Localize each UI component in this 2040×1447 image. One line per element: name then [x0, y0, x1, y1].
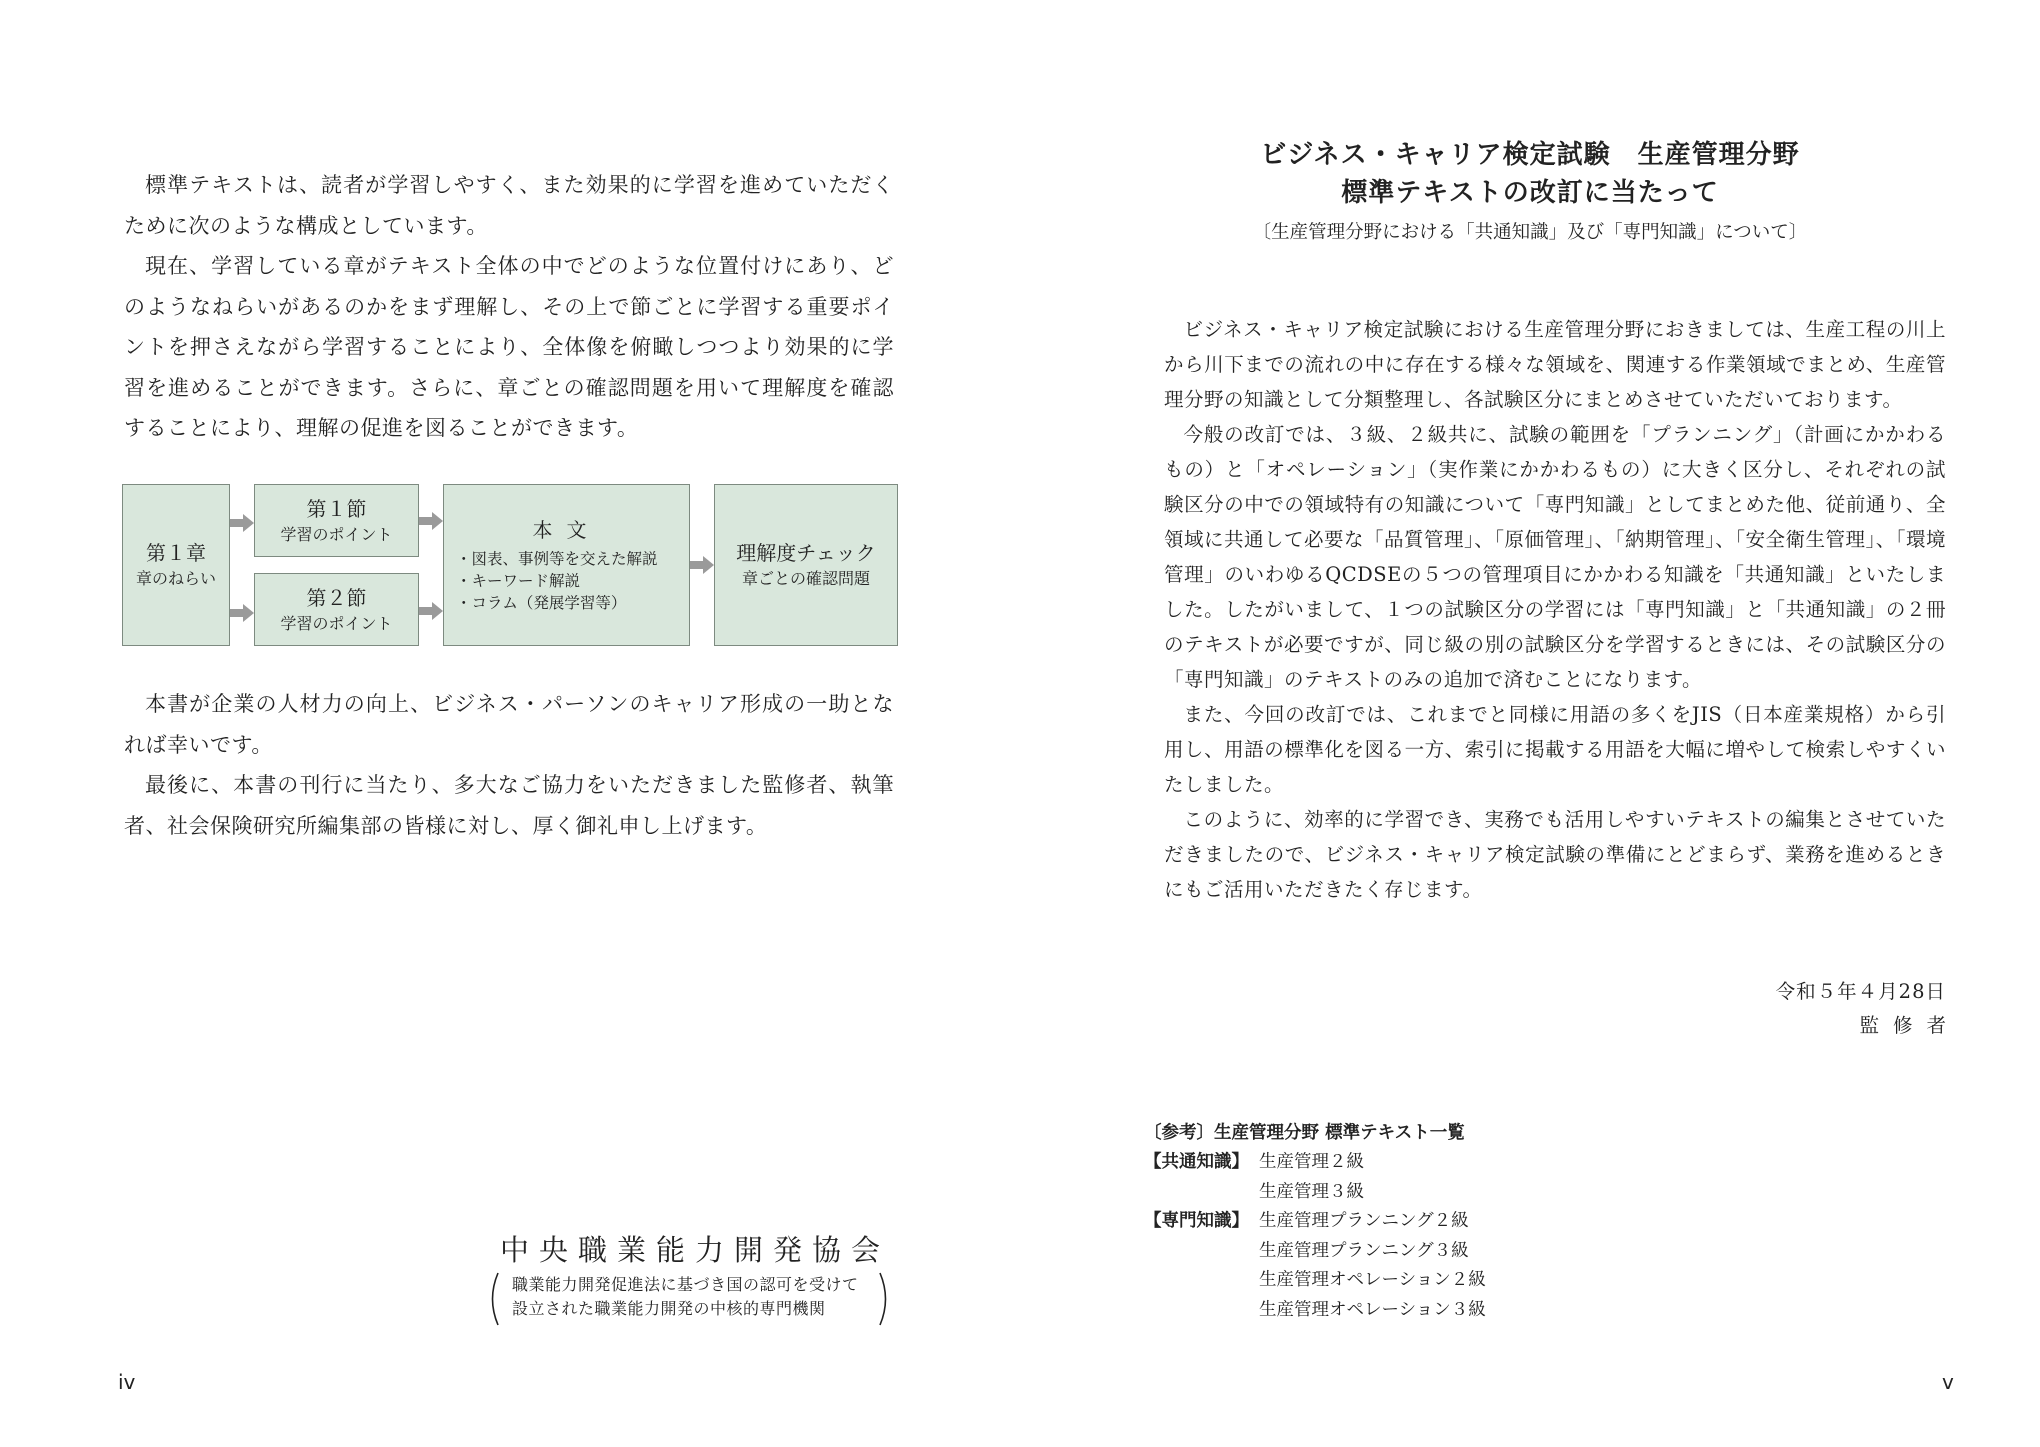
left-paren-icon	[486, 1272, 500, 1326]
association-note-line-1: 職業能力開発促進法に基づき国の認可を受けて	[512, 1275, 859, 1294]
section-2-title: 第２節	[306, 585, 367, 610]
association-note-line-2: 設立された職業能力開発の中核的専門機関	[512, 1299, 826, 1318]
page-title-line-1: ビジネス・キャリア検定試験 生産管理分野	[1260, 140, 1800, 170]
association-name: 中央職業能力開発協会	[500, 1233, 891, 1267]
reference-item: 生産管理プランニング３級	[1259, 1240, 1469, 1261]
chapter-title: 第１章	[146, 541, 206, 565]
signature-date: 令和５年４月28日	[1775, 980, 1946, 1003]
reference-item: 生産管理プランニング２級	[1259, 1211, 1469, 1231]
reference-common-label: 【共通知識】	[1144, 1152, 1249, 1172]
main-text-title: 本文	[532, 518, 601, 542]
right-paren-icon	[878, 1272, 892, 1326]
section-1-title: 第１節	[306, 496, 367, 521]
revision-body	[1164, 312, 1946, 907]
body-paragraph-1: ビジネス・キャリア検定試験における生産管理分野におきましては、生産工程の川上から川下までの流れの中に存在する様々な領域を、関連する作業領域でまとめ、生産管理分野の知識として分類整理し、各試験区分にまとめさせていただいております。	[1164, 318, 1946, 411]
association-note	[486, 1272, 892, 1326]
reference-list	[1144, 1118, 1486, 1325]
page-title-line-2: 標準テキストの改訂に当たって	[1341, 178, 1719, 208]
reference-common-group	[1144, 1148, 1486, 1207]
body-paragraph-2: 今般の改訂では、３級、２級共に、試験の範囲を「プランニング」（計画にかかわるもの）と「オペレーション」（実作業にかかわるもの）に大きく区分し、それぞれの試験区分の中での領域特有の知識について「専門知識」としてまとめた他、従前通り、全領域に共通して必要な「品質管理」、「原価管理」、「納期管理」、「安全衛生管理」、「環境管理」のいわゆるQCDSEの５つの管理項目にかかわる知識を「共通知識」といたしました。したがいまして、１つの試験区分の学習には「専門知識」と「共通知識」の２冊のテキストが必要ですが、同じ級の別の試験区分を学習するときには、その試験区分の「専門知識」のテキストのみの追加で済むことになります。	[1164, 423, 1947, 691]
main-text-box	[443, 484, 690, 646]
section-1-sub: 学習のポイント	[280, 524, 393, 544]
reference-specialized-label: 【専門知識】	[1144, 1211, 1249, 1231]
main-text-item: ・図表、事例等を交えた解説	[456, 550, 658, 568]
check-title: 理解度チェック	[736, 541, 876, 565]
arrow-right-icon	[419, 602, 443, 620]
section-1-box	[254, 484, 419, 557]
signature-name: 監修者	[1859, 1014, 1960, 1037]
section-2-box	[254, 573, 419, 646]
main-text-list	[444, 548, 658, 614]
intro-paragraph-1: 標準テキストは、読者が学習しやすく、また効果的に学習を進めていただくために次のような構成としています。	[124, 173, 894, 238]
reference-item: 生産管理２級	[1259, 1152, 1364, 1172]
reference-item: 生産管理オペレーション２級	[1259, 1270, 1486, 1290]
page-subtitle: 〔生産管理分野における「共通知識」及び「専門知識」について〕	[1252, 222, 1808, 243]
structure-diagram	[122, 484, 898, 646]
page-number-left: iv	[118, 1370, 136, 1394]
closing-text	[124, 684, 894, 846]
arrow-right-icon	[690, 556, 714, 574]
body-paragraph-4: このように、効率的に学習でき、実務でも活用しやすいテキストの編集とさせていただきましたので、ビジネス・キャリア検定試験の準備にとどまらず、業務を進めるときにもご活用いただきたく存じます。	[1164, 808, 1946, 901]
reference-title: 〔参考〕生産管理分野 標準テキスト一覧	[1144, 1123, 1465, 1143]
reference-specialized-group	[1144, 1207, 1486, 1325]
intro-paragraph-2: 現在、学習している章がテキスト全体の中でどのような位置付けにあり、どのようなねらいがあるのかをまず理解し、その上で節ごとに学習する重要ポイントを押さえながら学習することにより、全体像を俯瞰しつつより効果的に学習を進めることができます。さらに、章ごとの確認問題を用いて理解度を確認することにより、理解の促進を図ることができます。	[124, 254, 894, 440]
arrow-right-icon	[230, 514, 254, 532]
main-text-item: ・キーワード解説	[456, 572, 581, 590]
right-page	[1020, 0, 2040, 1447]
reference-item: 生産管理オペレーション３級	[1259, 1299, 1486, 1320]
section-2-sub: 学習のポイント	[280, 613, 393, 633]
reference-item: 生産管理３級	[1259, 1181, 1364, 1202]
page-number-right: v	[1942, 1370, 1954, 1394]
arrow-right-icon	[230, 604, 254, 622]
main-text-item: ・コラム（発展学習等）	[456, 594, 627, 612]
arrow-right-icon	[419, 512, 443, 530]
body-paragraph-3: また、今回の改訂では、これまでと同様に用語の多くをJIS（日本産業規格）から引用し、用語の標準化を図る一方、索引に掲載する用語を大幅に増やして検索しやすくいたしました。	[1164, 703, 1946, 796]
chapter-sub: 章のねらい	[135, 569, 216, 588]
closing-paragraph-1: 本書が企業の人材力の向上、ビジネス・パーソンのキャリア形成の一助となれば幸いです。	[124, 692, 894, 757]
check-sub: 章ごとの確認問題	[741, 569, 870, 588]
chapter-box	[122, 484, 230, 646]
closing-paragraph-2: 最後に、本書の刊行に当たり、多大なご協力をいただきました監修者、執筆者、社会保険研究所編集部の皆様に対し、厚く御礼申し上げます。	[124, 773, 894, 838]
intro-text	[124, 165, 894, 449]
check-box	[714, 484, 898, 646]
